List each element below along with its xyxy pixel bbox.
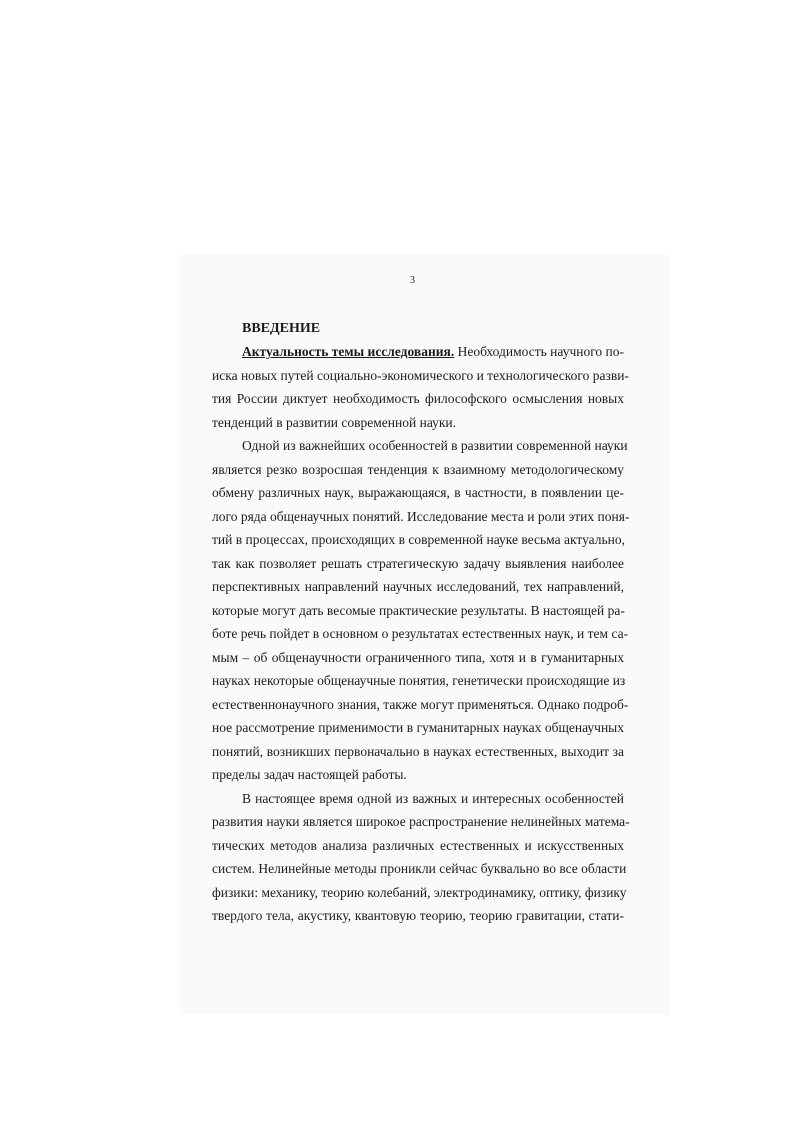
paragraph-line: тия России диктует необходимость философского осмысления новых [212,391,624,406]
paragraph-line: Одной из важнейших особенностей в развитии современной науки [242,438,628,453]
line-text: Необходимость научного по- [454,344,625,359]
relevance-lead: Актуальность темы исследования. [242,344,455,359]
paragraph-line: тенденций в развитии современной науки. [212,414,457,430]
paragraph-line: систем. Нелинейные методы проникли сейчас буквально во все области [212,861,627,876]
paragraph-line: физики: механику, теорию колебаний, электродинамику, оптику, физику [212,884,627,900]
paragraph-line: ное рассмотрение применимости в гуманитарных науках общенаучных [212,720,624,735]
document-body [212,318,630,928]
section-heading: ВВЕДЕНИЕ [242,321,321,336]
paragraph-line: лого ряда общенаучных понятий. Исследование места и роли этих поня- [212,508,630,524]
page-number: 3 [410,275,415,286]
paragraph-line: так как позволяет решать стратегическую задачу выявления наиболее [212,555,624,571]
paragraph-line: естественнонаучного знания, также могут применяться. Однако подроб- [212,696,629,712]
paragraph-line: боте речь пойдет в основном о результатах естественных наук, и тем са- [212,626,629,641]
paragraph-line: является резко возросшая тенденция к взаимному методологическому [212,461,624,477]
paragraph-line: твердого тела, акустику, квантовую теорию, теорию гравитации, стати- [212,908,624,923]
paragraph-line: перспективных направлений научных исследований, тех направлений, [212,579,624,594]
paragraph-line: тий в процессах, происходящих в современной науке весьма актуально, [212,532,625,547]
paragraph-line: которые могут дать весомые практические результаты. В настоящей ра- [212,602,625,618]
paragraph-nonlinear-methods [212,787,630,928]
paragraph-line: мым – об общенаучности ограниченного типа, хотя и в гуманитарных [212,649,624,665]
paragraph-line: обмену различных наук, выражающаяся, в частности, в появлении це- [212,485,624,500]
paragraph-line: В настоящее время одной из важных и интересных особенностей [242,790,624,806]
paragraph-line: понятий, возникших первоначально в науках естественных, выходит за [212,743,624,759]
paragraph-features [212,434,630,787]
paragraph-line: науках некоторые общенаучные понятия, генетически происходящие из [212,673,626,688]
paragraph-line: иска новых путей социально-экономического и технологического разви- [212,367,629,383]
paragraph-line: тических методов анализа различных естественных и искусственных [212,837,624,853]
paragraph-relevance [212,340,629,434]
paragraph-line: пределы задач настоящей работы. [212,767,407,782]
paragraph-line [212,340,624,364]
paragraph-line: развития науки является широкое распространение нелинейных матема- [212,814,630,829]
